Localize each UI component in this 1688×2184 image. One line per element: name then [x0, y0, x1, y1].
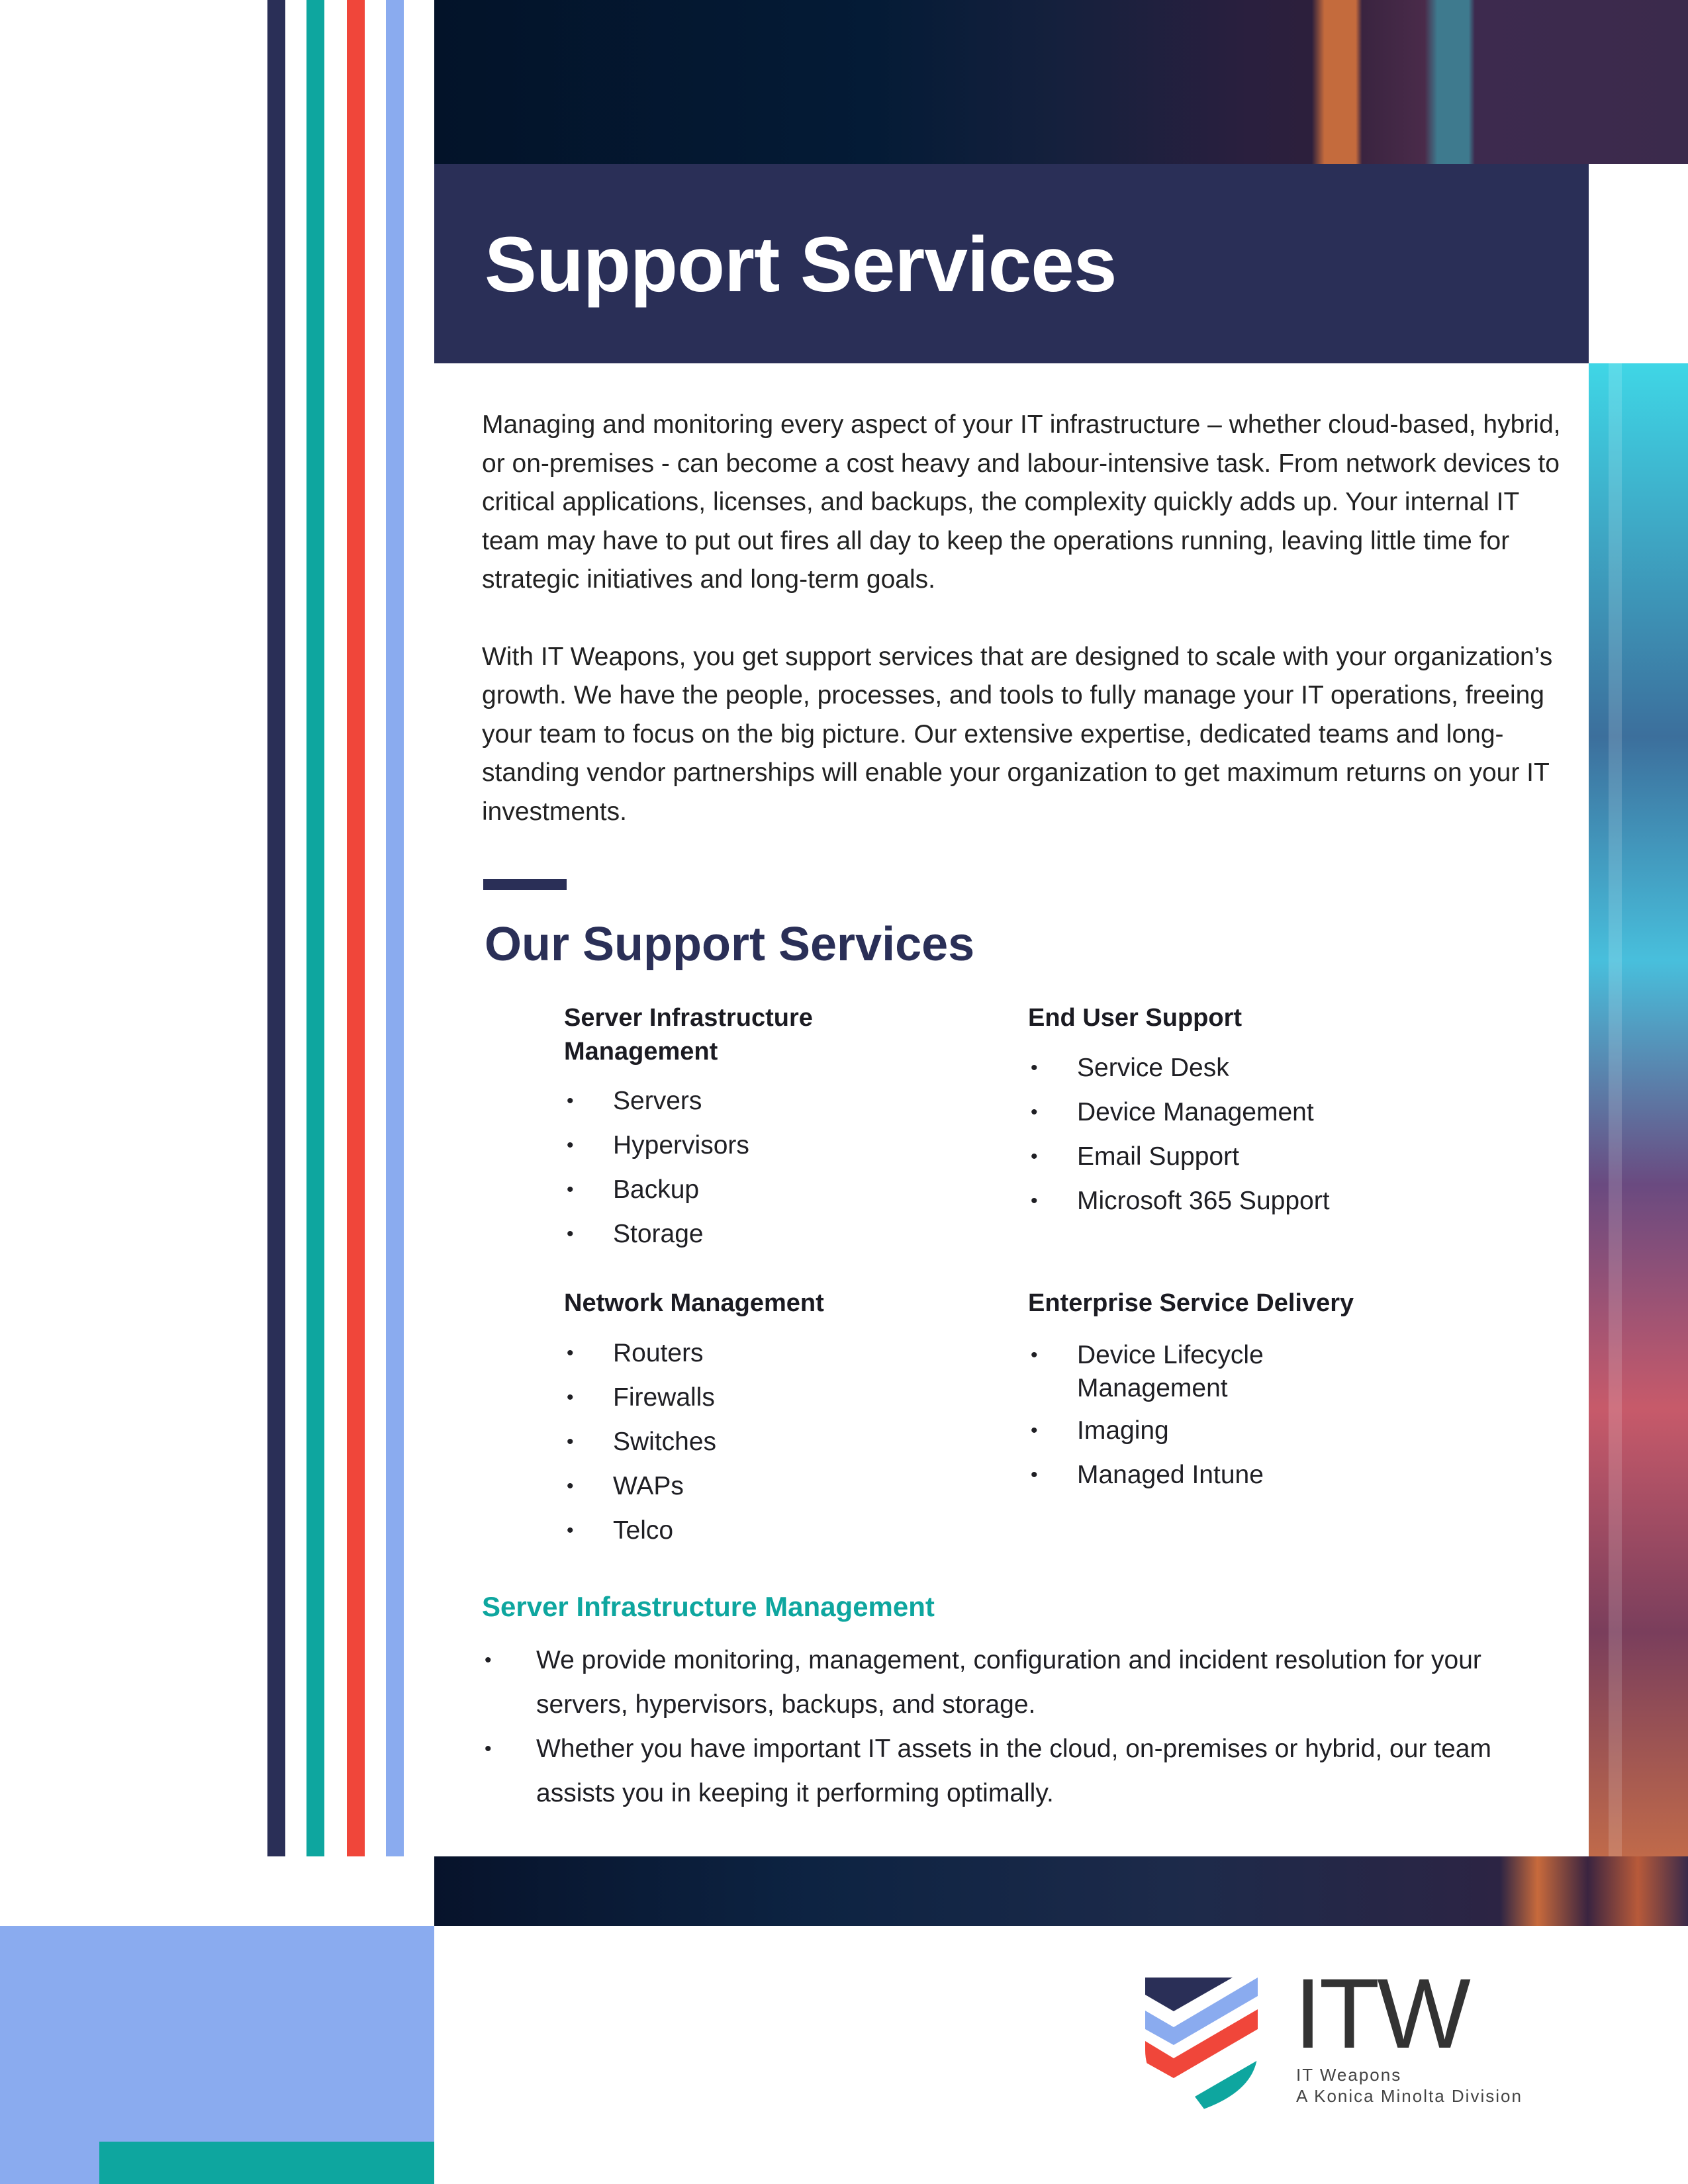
- list-item: • Servers: [567, 1087, 702, 1115]
- group-title: Network Management: [564, 1289, 824, 1317]
- detail-list: [482, 1638, 1568, 1815]
- logo-wordmark: ITW: [1294, 1958, 1468, 2069]
- side-image: [1589, 363, 1688, 1856]
- page-title: Support Services: [485, 221, 1117, 308]
- group-list: [567, 1339, 990, 1561]
- intro-paragraph: Managing and monitoring every aspect of your IT infrastructure – whether cloud-based, hybrid, or on-premises - can become a cost heavy and labour-intensive task. From network devices to critical applications, licenses, and backups, the complexity quickly adds up. Your internal IT team may have to put out fires all day to keep the operations running, leaving little time for strategic initiatives and long-term goals.: [482, 410, 1561, 594]
- header-image: [434, 0, 1688, 164]
- red-stripe: [347, 0, 365, 1856]
- list-item: • WAPs: [567, 1472, 684, 1500]
- group-list: [567, 1087, 990, 1264]
- detail-heading: Server Infrastructure Management: [482, 1591, 935, 1622]
- list-item: • We provide monitoring, management, configuration and incident resolution for your servers, hypervisors, backups, and storage.: [485, 1646, 1481, 1719]
- intro-paragraph: With IT Weapons, you get support services that are designed to scale with your organization’s growth. We have the people, processes, and tools to fully manage your IT operations, freeing your team to focus on the big picture. Our extensive expertise, dedicated teams and long-standing vendor partnerships will enable your organization to get maximum returns on your IT investments.: [482, 642, 1553, 826]
- section-heading: Our Support Services: [485, 918, 975, 971]
- list-item: • Switches: [567, 1428, 717, 1456]
- list-item: • Microsoft 365 Support: [1031, 1187, 1330, 1215]
- corner-bar: [99, 2142, 434, 2184]
- list-item: • Device Lifecycle Management: [1031, 1341, 1264, 1402]
- list-item: • Whether you have important IT assets in the cloud, on-premises or hybrid, our team assists you in keeping it performing optimally.: [485, 1735, 1491, 1807]
- list-item: • Backup: [567, 1175, 700, 1204]
- list-item: • Telco: [567, 1516, 674, 1545]
- group-list: [1031, 1054, 1560, 1231]
- list-item: • Service Desk: [1031, 1054, 1229, 1082]
- accent-bar: [483, 879, 567, 890]
- intro: [482, 406, 1574, 831]
- list-item: • Routers: [567, 1339, 704, 1367]
- list-item: • Managed Intune: [1031, 1461, 1264, 1489]
- list-item: • Device Management: [1031, 1098, 1314, 1126]
- list-item: • Email Support: [1031, 1142, 1239, 1171]
- navy-stripe: [267, 0, 285, 1856]
- group-title: End User Support: [1028, 1004, 1243, 1032]
- footer-image: [434, 1856, 1688, 1926]
- shield-logo-icon: [1145, 1978, 1258, 2110]
- list-item: • Imaging: [1031, 1416, 1169, 1445]
- list-item: • Hypervisors: [567, 1131, 749, 1160]
- logo-name: IT Weapons: [1296, 2065, 1402, 2085]
- list-item: • Storage: [567, 1220, 704, 1248]
- teal-stripe: [306, 0, 324, 1856]
- light-blue-stripe: [386, 0, 404, 1856]
- list-item: • Firewalls: [567, 1383, 715, 1412]
- group-title: Server Infrastructure Management: [564, 1004, 813, 1066]
- group-list: [1031, 1339, 1401, 1505]
- logo-tagline: A Konica Minolta Division: [1296, 2086, 1523, 2106]
- group-title: Enterprise Service Delivery: [1028, 1289, 1354, 1317]
